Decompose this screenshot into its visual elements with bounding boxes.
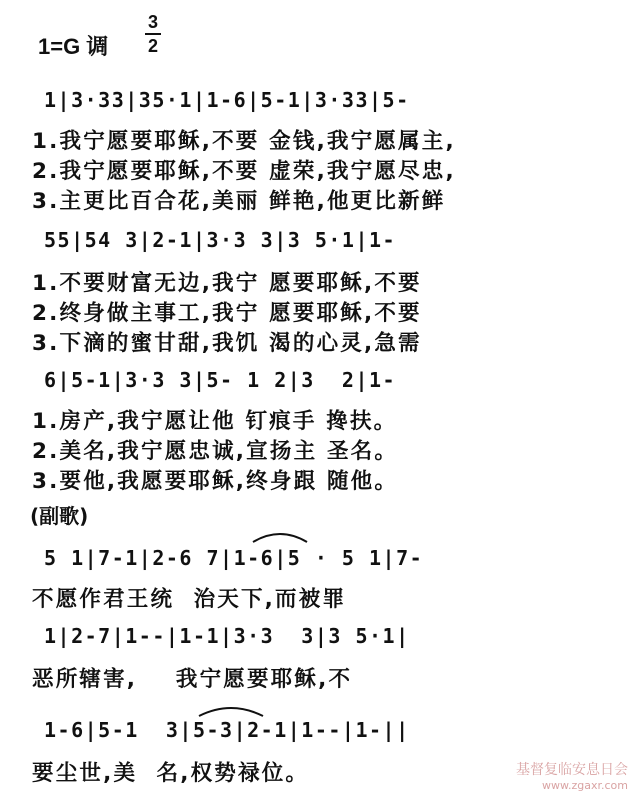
notation-line-5: 1|2-7|1--|1-1|3·3 3|3 5·1|: [44, 624, 410, 648]
slur-mark: [196, 702, 266, 718]
verse-line-2-2: 2.终身做主事工,我宁 愿要耶稣,不要: [32, 301, 422, 326]
verse-line-3-2: 2.美名,我宁愿忠诚,宣扬主 圣名。: [32, 439, 399, 464]
verse-line-1-3: 3.主更比百合花,美丽 鲜艳,他更比新鲜: [32, 189, 446, 214]
slur-mark: [250, 528, 310, 544]
verse-line-3-3: 3.要他,我愿要耶稣,终身跟 随他。: [32, 469, 399, 494]
notation-line-3: 6|5-1|3·3 3|5- 1 2|3 2|1-: [44, 368, 397, 392]
verse-line-1-1: 1.我宁愿要耶稣,不要 金钱,我宁愿属主,: [32, 129, 456, 154]
verse-line-2-3: 3.下滴的蜜甘甜,我饥 渴的心灵,急需: [32, 331, 422, 356]
verse-line-2-1: 1.不要财富无边,我宁 愿要耶稣,不要: [32, 271, 422, 296]
time-signature-bottom: 2: [147, 36, 158, 56]
verse-line-1-2: 2.我宁愿要耶稣,不要 虚荣,我宁愿尽忠,: [32, 159, 456, 184]
watermark-url: www.zgaxr.com: [542, 779, 628, 792]
watermark-title: 基督复临安息日会: [516, 762, 628, 778]
chorus-lyric-1: 不愿作君王统 治天下,而被罪: [32, 587, 347, 612]
notation-line-6: 1-6|5-1 3|5-3|2-1|1--|1-||: [44, 718, 410, 742]
notation-line-2: 55|54 3|2-1|3·3 3|3 5·1|1-: [44, 228, 397, 252]
time-signature-bar: [145, 33, 161, 35]
chorus-label: (副歌): [30, 504, 89, 528]
watermark: [516, 759, 628, 792]
verse-line-3-1: 1.房产,我宁愿让他 钉痕手 搀扶。: [32, 409, 398, 434]
notation-line-4: 5 1|7-1|2-6 7|1-6|5 · 5 1|7-: [44, 546, 424, 570]
chorus-lyric-3: 要尘世,美 名,权势禄位。: [32, 761, 310, 786]
time-signature: [145, 12, 161, 56]
key-signature: 1=G 调: [38, 34, 109, 59]
time-signature-top: 3: [147, 12, 158, 32]
chorus-lyric-2: 恶所辖害, 我宁愿要耶稣,不: [32, 667, 353, 692]
notation-line-1: 1|3·33|35·1|1-6|5-1|3·33|5-: [44, 88, 410, 112]
